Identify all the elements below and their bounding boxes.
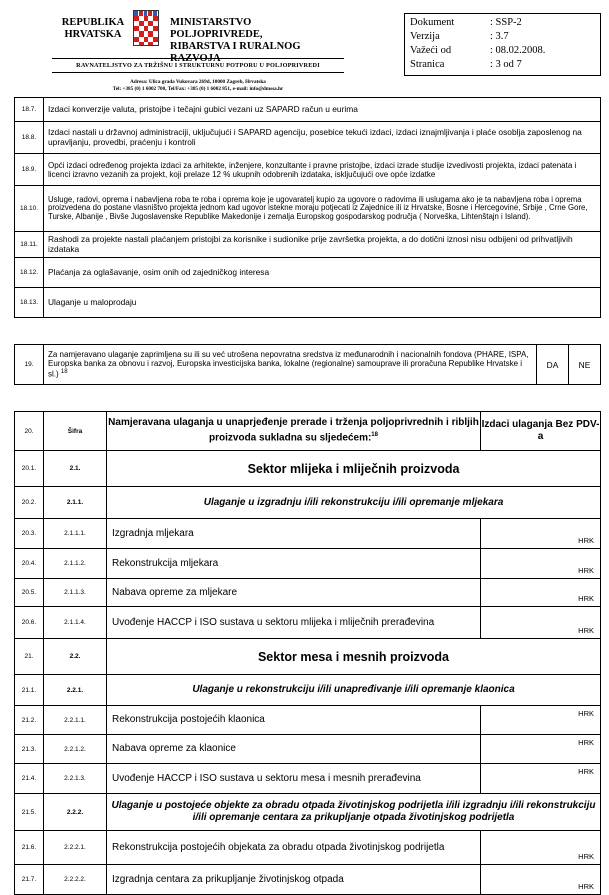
coat-of-arms-icon xyxy=(133,10,159,46)
amount-field[interactable] xyxy=(481,579,601,607)
sector-title: Sektor mesa i mesnih proizvoda xyxy=(107,639,601,675)
subhead-row xyxy=(15,487,601,519)
amount-field[interactable] xyxy=(481,549,601,579)
agency-address xyxy=(52,79,344,93)
row-code: 2.2.1.3. xyxy=(44,764,107,794)
table-row xyxy=(15,706,601,735)
amount-column-header: Izdaci ulaganja Bez PDV-a xyxy=(481,412,601,451)
row-text: Rashodi za projekte nastali plaćanjem pristojbi za korisnike i sudionike prije završetka projekta, a do dotični iznosi nisu odbijeni od prihvatljivih izdataka xyxy=(44,232,601,258)
row-text: Uvođenje HACCP i ISO sustava u sektoru mesa i mesnih prerađevina xyxy=(107,764,481,794)
code-column-header: Šifra xyxy=(44,412,107,451)
table-row xyxy=(15,607,601,639)
table-row xyxy=(15,154,601,186)
row-number: 18.12. xyxy=(15,258,44,288)
sector-title: Sektor mlijeka i mliječnih proizvoda xyxy=(107,451,601,487)
currency-label: HRK xyxy=(578,626,594,635)
investment-title: Namjeravana ulaganja u unaprjeđenje prerade i trženja poljoprivrednih i ribljih proizvoda sukladna su sljedećem: xyxy=(108,417,479,444)
subhead-title: Ulaganje u postojeće objekte za obradu otpada životinjskog podrijetla i/ili izgradnju i/ili rekonstrukciju i/ili opremanje centara za prikupljanje otpada životinjskog podrijetla xyxy=(107,794,601,831)
doc-info-row xyxy=(410,59,595,73)
table-row xyxy=(15,764,601,794)
row-number: 21.4. xyxy=(15,764,44,794)
ineligible-costs-table xyxy=(14,97,601,318)
table-row xyxy=(15,232,601,258)
table-row xyxy=(15,865,601,895)
row-text: Rekonstrukcija postojećih objekata za obradu otpada životinjskog podrijetla xyxy=(107,831,481,865)
row-number: 21.6. xyxy=(15,831,44,865)
amount-field[interactable] xyxy=(481,607,601,639)
table-header-row xyxy=(15,412,601,451)
row-code: 2.1.1.4. xyxy=(44,607,107,639)
row-number: 21.3. xyxy=(15,735,44,764)
row-text: Nabava opreme za klaonice xyxy=(107,735,481,764)
amount-field[interactable] xyxy=(481,865,601,895)
subhead-row xyxy=(15,675,601,706)
table-row xyxy=(15,831,601,865)
doc-info-key: Verzija xyxy=(410,31,440,42)
subhead-row xyxy=(15,794,601,831)
row-text: Nabava opreme za mljekare xyxy=(107,579,481,607)
republic-line2: HRVATSKA xyxy=(64,29,122,40)
table-row xyxy=(15,735,601,764)
footnote-ref: 18 xyxy=(371,432,378,439)
row-text: Ulaganje u maloprodaju xyxy=(44,288,601,318)
row-text: Izdaci konverzije valuta, pristojbe i tečajni gubici vezani uz SAPARD račun u eurima xyxy=(44,98,601,122)
row-number: 21.7. xyxy=(15,865,44,895)
row-code: 2.1.1. xyxy=(44,487,107,519)
currency-label: HRK xyxy=(578,709,594,718)
other-funding-table xyxy=(14,344,601,385)
table-row xyxy=(15,258,601,288)
title-column-header xyxy=(107,412,481,451)
row-code: 2.2.2.2. xyxy=(44,865,107,895)
other-funding-question: Za namjeravano ulaganje zaprimljena su ili su već utrošena nepovratna sredstva iz međunarodnih i nacionalnih fondova (PHARE, ISPA, Europska banka za obnovu i razvoj, Europska investicijska banka, lokalne (regionalne) samouprave ili proračuna Republike Hrvatske i sl.) xyxy=(48,350,529,379)
row-number: 20.3. xyxy=(15,519,44,549)
footnote-ref: 18 xyxy=(60,369,68,376)
row-text: Usluge, radovi, oprema i nabavljena roba te roba i oprema koje je ugovaratelj kupio za ugovore o radovima ili uslugama ako je ta nabavljena roba i oprema proizvedena do postane vlasništvo projekta jednom kad ugovor istekne moraju potjecati iz Zajednice ili iz Hrvatske, Bosne i Hercegovine, Srbije , Crne Gore, Turske, Albanije , Bivše Jugoslavenske Republike Makedonije i zemalja Europskog gospodarskog područja ( Norveška, Lihtenštajn i Island). xyxy=(44,186,601,232)
ministry-line2: RIBARSTVA I RURALNOG RAZVOJA xyxy=(170,41,301,64)
row-number: 21.5. xyxy=(15,794,44,831)
row-number: 20.5. xyxy=(15,579,44,607)
header-divider xyxy=(52,58,344,59)
row-code: 2.2. xyxy=(44,639,107,675)
row-text: Izgradnja centara za prikupljanje životinjskog otpada xyxy=(107,865,481,895)
table-row xyxy=(15,519,601,549)
doc-info-value: : 3 od 7 xyxy=(490,59,522,70)
table-row xyxy=(15,345,601,385)
row-code: 2.1.1.2. xyxy=(44,549,107,579)
table-row xyxy=(15,288,601,318)
row-number: 20.2. xyxy=(15,487,44,519)
row-text: Rekonstrukcija postojećih klaonica xyxy=(107,706,481,735)
amount-field[interactable] xyxy=(481,735,601,764)
row-text: Opći izdaci određenog projekta izdaci za arhitekte, inženjere, konzultante i pravne pristojbe, izdaci izrade studije izvedivosti projekta, izdaci patenata i licenci izravno vezanih za projekt, koji prelaze 12 % ukupnih odobrenih izdataka, isključujući ove opće izdatke xyxy=(44,154,601,186)
amount-field[interactable] xyxy=(481,706,601,735)
doc-info-value: : SSP-2 xyxy=(490,17,522,28)
doc-info-key: Važeći od xyxy=(410,45,452,56)
currency-label: HRK xyxy=(578,536,594,545)
row-text: Izdaci nastali u državnoj administraciji, uključujući i SAPARD agenciju, posebice tekući izdaci, izdaci iznajmljivanja i plaće osoblja zaposlenog na upravljanju, provedbi, praćenju i kontroli xyxy=(44,122,601,154)
row-code: 2.1.1.3. xyxy=(44,579,107,607)
investment-table xyxy=(14,411,601,895)
row-number: 20.1. xyxy=(15,451,44,487)
row-number: 20.4. xyxy=(15,549,44,579)
republic-name xyxy=(60,17,126,41)
row-text: Rekonstrukcija mljekara xyxy=(107,549,481,579)
row-code: 2.2.1.2. xyxy=(44,735,107,764)
row-number: 19. xyxy=(15,345,44,385)
amount-field[interactable] xyxy=(481,764,601,794)
amount-field[interactable] xyxy=(481,831,601,865)
row-code: 2.2.1.1. xyxy=(44,706,107,735)
row-text: Izgradnja mljekara xyxy=(107,519,481,549)
row-number: 18.7. xyxy=(15,98,44,122)
doc-info-value: : 3.7 xyxy=(490,31,509,42)
row-text: Uvođenje HACCP i ISO sustava u sektoru mlijeka i mliječnih prerađevina xyxy=(107,607,481,639)
yes-option[interactable]: DA xyxy=(537,345,569,385)
row-number: 21. xyxy=(15,639,44,675)
table-row xyxy=(15,579,601,607)
row-code: 2.2.2.1. xyxy=(44,831,107,865)
doc-info-row xyxy=(410,17,595,31)
sector-row xyxy=(15,639,601,675)
amount-field[interactable] xyxy=(481,519,601,549)
sector-row xyxy=(15,451,601,487)
row-text xyxy=(44,345,537,385)
currency-label: HRK xyxy=(578,594,594,603)
document-info-box xyxy=(404,13,601,76)
doc-info-key: Stranica xyxy=(410,59,445,70)
row-number: 18.8. xyxy=(15,122,44,154)
ministry-line1: MINISTARSTVO POLJOPRIVREDE, xyxy=(170,17,263,40)
table-row xyxy=(15,186,601,232)
document-header xyxy=(0,0,609,100)
currency-label: HRK xyxy=(578,738,594,747)
row-code: 2.2.2. xyxy=(44,794,107,831)
row-code: 2.1.1.1. xyxy=(44,519,107,549)
row-number: 20. xyxy=(15,412,44,451)
row-number: 18.13. xyxy=(15,288,44,318)
subhead-title: Ulaganje u rekonstrukciju i/ili unapređivanje i/ili opremanje klaonica xyxy=(107,675,601,706)
currency-label: HRK xyxy=(578,882,594,891)
row-number: 18.10. xyxy=(15,186,44,232)
doc-info-value: : 08.02.2008. xyxy=(490,45,546,56)
currency-label: HRK xyxy=(578,767,594,776)
no-option[interactable]: NE xyxy=(569,345,601,385)
table-row xyxy=(15,98,601,122)
doc-info-row xyxy=(410,31,595,45)
address-line2: Tel: +385 (0) 1 6002 700, Tel/Fax: +385 (0) 1 6002 851, e-mail: info@dmssa.hr xyxy=(112,86,284,92)
doc-info-key: Dokument xyxy=(410,17,455,28)
republic-line1: REPUBLIKA xyxy=(61,17,125,28)
table-row xyxy=(15,122,601,154)
currency-label: HRK xyxy=(578,566,594,575)
subhead-title: Ulaganje u izgradnju i/ili rekonstrukciju i/ili opremanje mljekara xyxy=(107,487,601,519)
header-divider xyxy=(52,72,344,73)
row-number: 18.11. xyxy=(15,232,44,258)
row-text: Plaćanja za oglašavanje, osim onih od zajedničkog interesa xyxy=(44,258,601,288)
address-line1: Adresa: Ulica grada Vukovara 269d, 10000 Zagreb, Hrvatska xyxy=(130,79,266,85)
row-code: 2.2.1. xyxy=(44,675,107,706)
row-code: 2.1. xyxy=(44,451,107,487)
row-number: 20.6. xyxy=(15,607,44,639)
doc-info-row xyxy=(410,45,595,59)
agency-name: RAVNATELJSTVO ZA TRŽIŠNU I STRUKTURNU POTPORU U POLJOPRIVREDI xyxy=(76,62,320,69)
row-number: 21.1. xyxy=(15,675,44,706)
row-number: 18.9. xyxy=(15,154,44,186)
currency-label: HRK xyxy=(578,852,594,861)
row-number: 21.2. xyxy=(15,706,44,735)
table-row xyxy=(15,549,601,579)
